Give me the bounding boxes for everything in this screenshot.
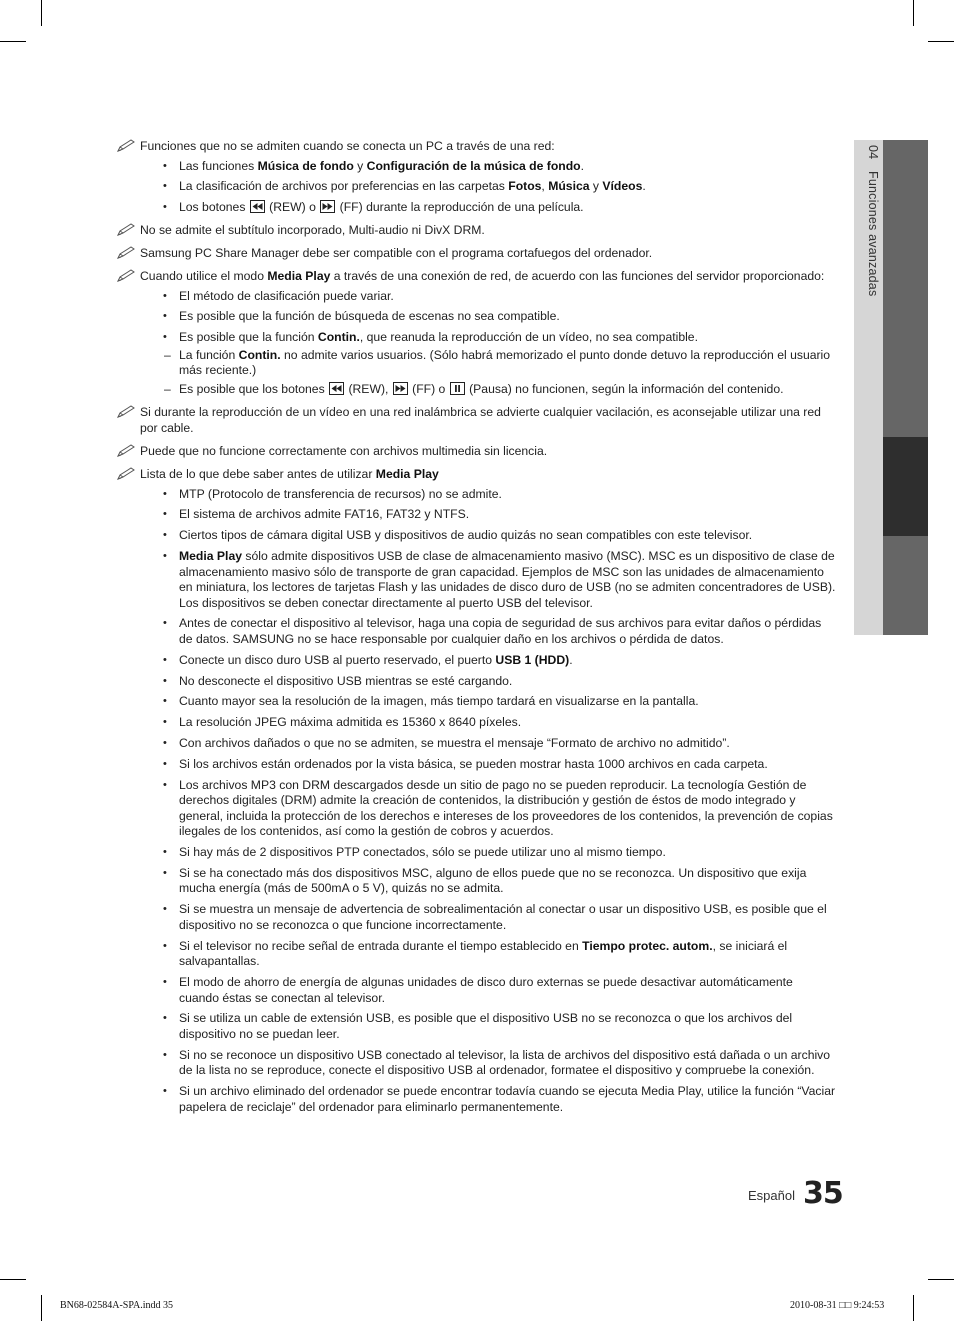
text: Conecte un disco duro USB al puerto reservado, el puerto <box>179 652 496 667</box>
term: Fotos <box>508 179 542 194</box>
text: , se iniciará el salvapantallas. <box>179 938 788 969</box>
bullet-icon: • <box>163 529 167 542</box>
text: no admite varios usuarios. (Sólo habrá memorizado el punto donde detuvo la reproducción el usuario más reciente.) <box>179 347 831 378</box>
text: Si un archivo eliminado del ordenador se puede encontrar todavía cuando se ejecuta Media Play, utilice la función “Vaciar papelera de reciclaje” del ordenador para eliminarlo permanentemente. <box>179 1084 836 1114</box>
footer-language: Español <box>748 1188 795 1203</box>
chapter-title: Funciones avanzadas <box>866 171 880 297</box>
text: El sistema de archivos admite FAT16, FAT32 y NTFS. <box>179 507 470 522</box>
rewind-button-icon <box>250 200 265 213</box>
term: Media Play <box>267 269 331 284</box>
pencil-note-icon <box>116 223 136 237</box>
pencil-note-icon <box>116 467 136 481</box>
list-item <box>155 507 836 523</box>
term: USB 1 (HDD) <box>495 652 570 667</box>
text: El modo de ahorro de energía de algunas unidades de disco duro externas se puede desactivar automáticamente cuando éstas se conectan al televisor. <box>179 975 793 1005</box>
text: Lista de lo que debe saber antes de utilizar <box>140 466 376 481</box>
list-item <box>155 715 836 731</box>
list-item <box>155 653 836 669</box>
list-item <box>155 845 836 861</box>
list-item <box>155 528 836 544</box>
text: . <box>569 652 573 667</box>
side-tab-active <box>883 437 928 536</box>
bullet-icon: • <box>163 939 167 952</box>
text: La clasificación de archivos por preferencias en las carpetas <box>179 179 509 194</box>
bullet-icon: • <box>163 289 167 302</box>
bullet-icon: • <box>163 846 167 859</box>
text: . <box>580 158 585 173</box>
bullet-icon: • <box>163 180 167 193</box>
crop-mark <box>0 1279 26 1280</box>
bullet-icon: • <box>163 653 167 666</box>
note <box>116 467 836 1115</box>
chapter-number: 04 <box>866 145 880 160</box>
text: La resolución JPEG máxima admitida es 15360 x 8640 píxeles. <box>179 715 522 730</box>
crop-mark <box>913 0 914 26</box>
list-item <box>155 330 836 398</box>
pencil-note-icon <box>116 269 136 283</box>
list-item <box>155 1048 836 1079</box>
note-text: Si durante la reproducción de un vídeo en una red inalámbrica se advierte cualquier vacilación, es aconsejable utilizar una red por cable. <box>140 405 821 436</box>
list-item <box>155 674 836 690</box>
list-item <box>155 289 836 305</box>
list-item <box>155 549 836 611</box>
text: Es posible que la función <box>179 330 318 345</box>
bullet-list <box>140 487 836 1116</box>
text: (FF) durante la reproducción de una película. <box>336 200 584 215</box>
note <box>116 223 836 239</box>
list-item <box>155 487 836 503</box>
text: (REW) o <box>265 200 320 215</box>
crop-mark <box>913 1295 914 1321</box>
note-text: Samsung PC Share Manager debe ser compatible con el programa cortafuegos del ordenador. <box>140 246 653 261</box>
text: Si el televisor no recibe señal de entrada durante el tiempo establecido en <box>179 938 583 953</box>
fast-forward-button-icon <box>320 200 335 213</box>
note <box>116 246 836 262</box>
text: Cuando utilice el modo <box>140 269 268 284</box>
crop-mark <box>928 1279 954 1280</box>
bullet-icon: • <box>163 716 167 729</box>
note <box>116 405 836 436</box>
bullet-icon: • <box>163 487 167 500</box>
text: El método de clasificación puede variar. <box>179 288 394 303</box>
list-item <box>155 309 836 325</box>
text: MTP (Protocolo de transferencia de recursos) no se admite. <box>179 486 502 501</box>
term: Contin. <box>317 330 360 345</box>
text: y <box>353 158 367 173</box>
text: . <box>642 179 646 194</box>
bullet-icon: • <box>163 866 167 879</box>
bullet-icon: • <box>163 1048 167 1061</box>
bullet-icon: • <box>163 695 167 708</box>
term: Música <box>548 179 590 194</box>
text: Si se ha conectado más dos dispositivos MSC, alguno de ellos puede que no se reconozca. Un dispositivo que exija mucha energía (más de 500mA o 5 V), quizás no se admita. <box>179 865 807 896</box>
term: Media Play <box>179 548 242 563</box>
text: sólo admite dispositivos USB de clase de almacenamiento masivo (MSC). MSC es un dispositivo de clase de almacenamiento masivo sólo de transporte de gran capacidad. Ejemplos de MSC son las unidades de almacenamiento en miniatura, los lectores de tarjetas Flash y las unidades de disco duro de USB (no se admiten concentradores de USB). Los dispositivos se deben conectar directamente al puerto USB del televisor. <box>179 548 836 610</box>
pencil-note-icon <box>116 246 136 260</box>
note <box>116 139 836 216</box>
note-text: Puede que no funcione correctamente con archivos multimedia sin licencia. <box>140 444 548 458</box>
bullet-icon: • <box>163 1085 167 1098</box>
list-item <box>155 736 836 752</box>
chapter-label <box>858 145 880 445</box>
text: Ciertos tipos de cámara digital USB y dispositivos de audio quizás no sean compatibles con este televisor. <box>179 528 753 543</box>
note <box>116 444 836 460</box>
text: Si no se reconoce un dispositivo USB conectado al televisor, la lista de archivos del dispositivo está dañada o un archivo de la lista no se reproduce, conecte el dispositivo USB al ordenador, formatee el dispositivo y compruebe la conexión. <box>179 1047 831 1078</box>
bullet-icon: • <box>163 159 167 172</box>
text: No desconecte el dispositivo USB mientras se esté cargando. <box>179 673 513 688</box>
list-item <box>155 179 836 195</box>
bullet-icon: • <box>163 617 167 630</box>
side-tab-upper <box>883 140 928 437</box>
text: Los botones <box>179 200 249 215</box>
list-item <box>155 1011 836 1042</box>
term: Media Play <box>375 466 439 481</box>
crop-mark <box>0 41 26 42</box>
bullet-icon: • <box>163 549 167 562</box>
slug-timestamp: 2010-08-31 □□ 9:24:53 <box>790 1300 885 1311</box>
text: Si los archivos están ordenados por la vista básica, se pueden mostrar hasta 1000 archivos en cada carpeta. <box>179 756 768 771</box>
list-item <box>155 975 836 1006</box>
bullet-icon: • <box>163 757 167 770</box>
term: Contin. <box>238 347 281 362</box>
bullet-icon: • <box>163 201 167 214</box>
bullet-icon: • <box>163 976 167 989</box>
text: Es posible que la función de búsqueda de escenas no sea compatible. <box>179 309 560 324</box>
pencil-note-icon <box>116 405 136 419</box>
sub-list <box>164 347 836 398</box>
text: (Pausa) no funcionen, según la información del contenido. <box>465 382 784 397</box>
bullet-list <box>140 289 836 398</box>
crop-mark <box>41 1295 42 1321</box>
list-item <box>155 616 836 647</box>
sub-list-item <box>164 382 836 398</box>
rewind-button-icon <box>329 382 344 395</box>
fast-forward-button-icon <box>393 382 408 395</box>
bullet-list <box>140 159 836 216</box>
text: Las funciones <box>179 158 258 173</box>
slug-file: BN68-02584A-SPA.indd 35 <box>60 1300 173 1311</box>
dash-icon: – <box>164 347 171 362</box>
list-item <box>155 902 836 933</box>
list-item <box>155 939 836 970</box>
list-item <box>155 694 836 710</box>
bullet-icon: • <box>163 778 167 791</box>
note-text <box>140 269 836 285</box>
crop-mark <box>928 41 954 42</box>
list-item <box>155 757 836 773</box>
text: Cuanto mayor sea la resolución de la imagen, más tiempo tardará en visualizarse en la pantalla. <box>179 694 699 709</box>
pencil-note-icon <box>116 139 136 153</box>
text: La función <box>179 347 239 362</box>
note-text: No se admite el subtítulo incorporado, Multi-audio ni DivX DRM. <box>140 223 485 238</box>
crop-mark <box>41 0 42 26</box>
text: Es posible que los botones <box>179 382 329 397</box>
bullet-icon: • <box>163 736 167 749</box>
term: Tiempo protec. autom. <box>582 938 713 953</box>
sub-list-item <box>164 348 836 379</box>
text: , que reanuda la reproducción de un vídeo, no sea compatible. <box>359 330 698 345</box>
term: Música de fondo <box>257 158 354 173</box>
bullet-icon: • <box>163 674 167 687</box>
term: Configuración de la música de fondo <box>366 158 581 173</box>
text: (REW), <box>345 382 392 397</box>
text: a través de una conexión de red, de acuerdo con las funciones del servidor proporcionado: <box>330 269 825 284</box>
list-item <box>155 1084 836 1115</box>
text: Antes de conectar el dispositivo al televisor, haga una copia de seguridad de sus archivos para evitar daños o pérdidas de datos. SAMSUNG no se hace responsable por cualquier daño en los archivos o pérdida de datos. <box>179 616 822 647</box>
list-item <box>155 200 836 216</box>
note-text: Funciones que no se admiten cuando se conecta un PC a través de una red: <box>140 139 555 153</box>
bullet-icon: • <box>163 1012 167 1025</box>
page-content <box>116 139 836 1123</box>
list-item <box>155 866 836 897</box>
pencil-note-icon <box>116 444 136 458</box>
bullet-icon: • <box>163 903 167 916</box>
text: y <box>589 179 603 194</box>
text: Si se muestra un mensaje de advertencia de sobrealimentación al conectar o usar un dispositivo USB, es posible que el dispositivo no se reconozca o que funcione incorrectamente. <box>179 902 827 932</box>
dash-icon: – <box>164 382 171 397</box>
list-item <box>155 778 836 840</box>
bullet-icon: • <box>163 508 167 521</box>
bullet-icon: • <box>163 331 167 344</box>
page-number: 35 <box>803 1176 843 1211</box>
side-tab-lower <box>883 536 928 635</box>
bullet-icon: • <box>163 310 167 323</box>
text: Si hay más de 2 dispositivos PTP conectados, sólo se puede utilizar uno al mismo tiempo. <box>179 845 666 860</box>
text: Con archivos dañados o que no se admiten, se muestra el mensaje “Formato de archivo no admitido”. <box>179 735 730 750</box>
pause-button-icon <box>450 382 465 395</box>
note <box>116 269 836 398</box>
text: (FF) o <box>408 382 449 397</box>
term: Vídeos <box>602 179 643 194</box>
text: , <box>541 179 549 194</box>
text: Si se utiliza un cable de extensión USB, es posible que el dispositivo USB no se reconozca o que los archivos del dispositivo no se puedan leer. <box>179 1011 793 1041</box>
list-item <box>155 159 836 175</box>
text: Los archivos MP3 con DRM descargados desde un sitio de pago no se pueden reproducir. La tecnología Gestión de derechos digitales (DRM) admite la creación de contenidos, la distribución y gestión de éstos de modo integrado y general, incluida la protección de los derechos e intereses de los proveedores de los contenidos, la prevención de copias ilegales de los contenidos, así como la gestión de cobros y acuerdos. <box>179 777 833 839</box>
note-text <box>140 467 836 483</box>
